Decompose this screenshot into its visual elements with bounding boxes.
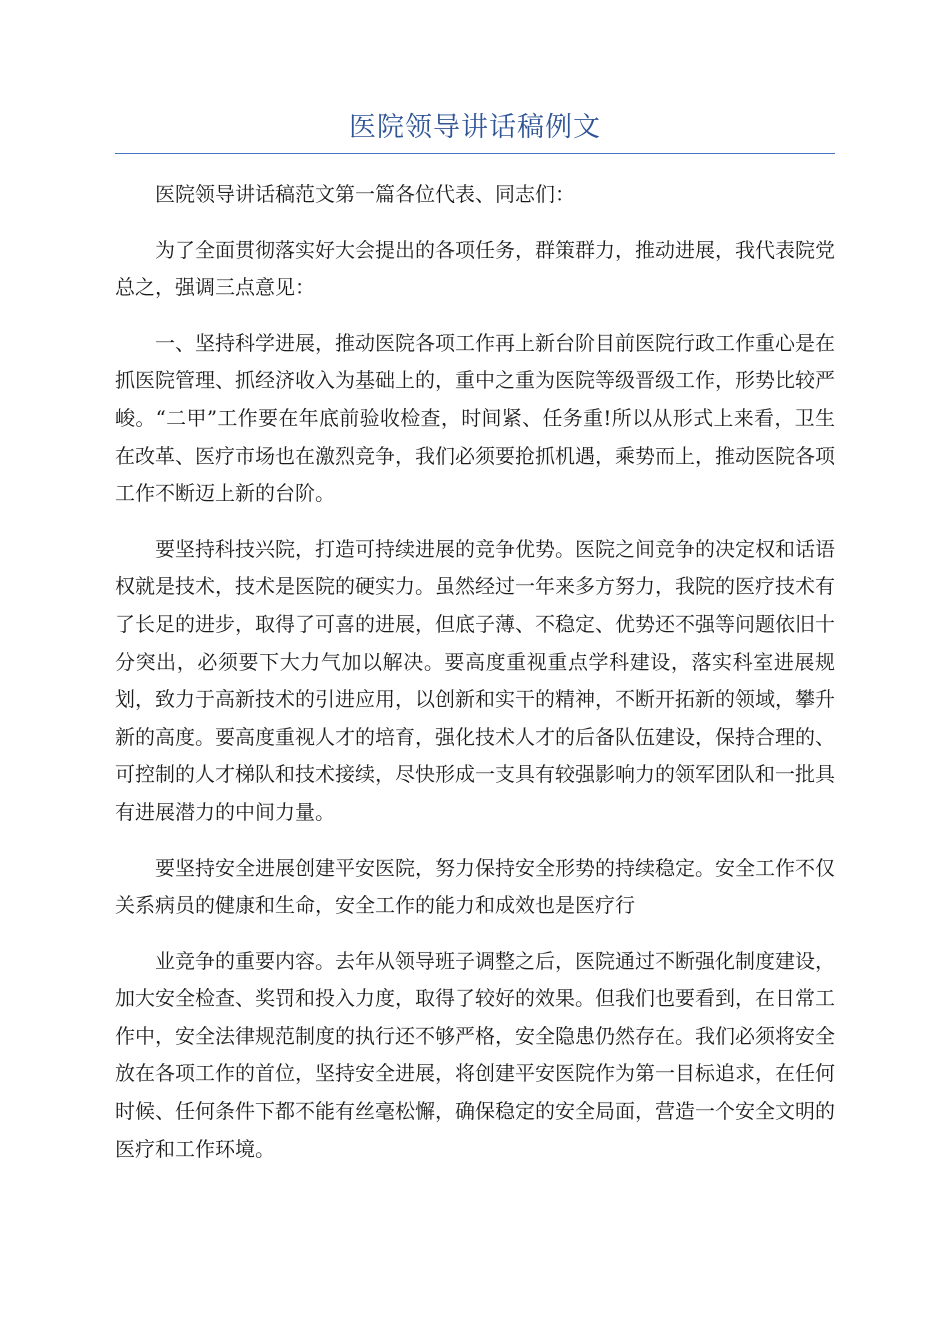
paragraph-point-one: 一、坚持科学进展，推动医院各项工作再上新台阶目前医院行政工作重心是在抓医院管理、抓经济收入为基础上的，重中之重为医院等级晋级工作，形势比较严峻。“二甲”工作要在年底前验收检查，时间紧、任务重!所以从形式上来看，卫生在改革、医疗市场也在激烈竞争，我们必须要抢抓机遇，乘势而上，推动医院各项工作不断迈上新的台阶。 <box>115 330 835 506</box>
title-underline <box>115 153 835 154</box>
document-title: 医院领导讲话稿例文 <box>349 112 601 143</box>
paragraph-safety: 要坚持安全进展创建平安医院，努力保持安全形势的持续稳定。安全工作不仅关系病员的健康和生命，安全工作的能力和成效也是医疗行 <box>115 855 835 918</box>
paragraph-technology: 要坚持科技兴院，打造可持续进展的竞争优势。医院之间竞争的决定权和话语权就是技术，技术是医院的硬实力。虽然经过一年来多方努力，我院的医疗技术有了长足的进步，取得了可喜的进展，但底子薄、不稳定、优势还不强等问题依旧十分突出，必须要下大力气加以解决。要高度重视重点学科建设，落实科室进展规划，致力于高新技术的引进应用，以创新和实干的精神，不断开拓新的领域，攀升新的高度。要高度重视人才的培育，强化技术人才的后备队伍建设，保持合理的、可控制的人才梯队和技术接续，尽快形成一支具有较强影响力的领军团队和一批具有进展潜力的中间力量。 <box>115 536 835 824</box>
paragraph-intro: 为了全面贯彻落实好大会提出的各项任务，群策群力，推动进展，我代表院党总之，强调三点意见： <box>115 237 835 300</box>
document-body <box>115 176 835 1186</box>
paragraph-safety-continued: 业竞争的重要内容。去年从领导班子调整之后，医院通过不断强化制度建设，加大安全检查、奖罚和投入力度，取得了较好的效果。但我们也要看到，在日常工作中，安全法律规范制度的执行还不够严格，安全隐患仍然存在。我们必须将安全放在各项工作的首位，坚持安全进展，将创建平安医院作为第一目标追求，在任何时候、任何条件下都不能有丝毫松懈，确保稳定的安全局面，营造一个安全文明的医疗和工作环境。 <box>115 948 835 1161</box>
paragraph-greeting: 医院领导讲话稿范文第一篇各位代表、同志们： <box>155 182 575 206</box>
